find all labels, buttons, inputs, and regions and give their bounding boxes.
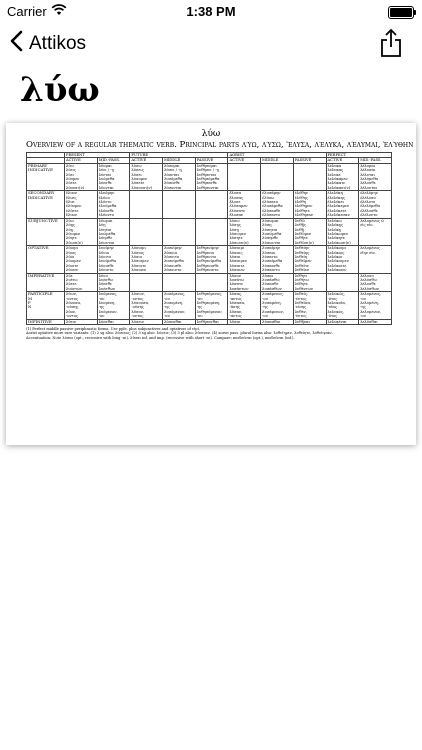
form-cell: ἔλυον ἔλυες ἔλυε ἐλύομεν ἐλύετε ἔλυον xyxy=(65,191,98,218)
group-header: AORIST xyxy=(228,153,326,158)
paradigm-row xyxy=(27,246,392,273)
share-button[interactable] xyxy=(380,28,402,63)
form-cell: λελυμένος ὦ εἰς etc. xyxy=(359,218,392,245)
form-cell: λελυμένος εἴην etc. xyxy=(359,246,392,273)
footnote: Accentuation: Note λύσαι (opt.; recessive with long -αι), λῦσαι inf. and imp. (recessive with short -αι). Compare: παιδεύσαι (opt.), παιδεῦσαι (inf.). xyxy=(26,335,295,340)
form-cell: λύεσθαι xyxy=(97,319,130,324)
carrier-label: Carrier xyxy=(7,4,47,19)
form-cell: λύσας, -αντος λύσασα, -άσης λῦσαν, -αντος xyxy=(228,292,261,319)
column-header: ACTIVE xyxy=(228,158,261,163)
form-cell xyxy=(163,273,196,292)
row-label: OPTATIVE xyxy=(27,246,65,273)
row-label: SUBJUNCTIVE xyxy=(27,218,65,245)
chevron-left-icon xyxy=(10,30,23,58)
column-header: PASSIVE xyxy=(195,158,228,163)
column-header: MIDDLE xyxy=(163,158,196,163)
form-cell: λυσάμενος, -ου λυσαμένη, -ης λυσάμενον, -ου xyxy=(261,292,294,319)
form-cell: λῦε λυέτω λύετε λυόντων xyxy=(65,273,98,292)
form-cell: λελυκώς, -ότος λελυκυῖα, -υίας λελυκός, -ότος xyxy=(326,292,359,319)
form-cell: λελύκω λελύκῃς λελύκῃ λελύκωμεν λελύκητε λελύκωσι(ν) xyxy=(326,218,359,245)
form-cell: λέλυκα λέλυκας λέλυκε λελύκαμεν λελύκατε λελύκασι(ν) xyxy=(326,163,359,190)
form-cell: λύσομαι λύσει / -ῃ λύσεται λυσόμεθα λύσεσθε λύσονται xyxy=(163,163,196,190)
form-cell: ἐλελύκη ἐλελύκης ἐλελύκει ἐλελύκεμεν ἐλελύκετε ἐλελύκεσαν xyxy=(326,191,359,218)
column-header: MIDDLE xyxy=(261,158,294,163)
form-cell: λύσοιμι λύσοις λύσοι λύσοιμεν λύσοιτε λύσοιεν xyxy=(130,246,163,273)
paradigm-row xyxy=(27,292,392,319)
form-cell: λύων, -οντος λύουσα, -ούσης λῦον, -οντος xyxy=(65,292,98,319)
form-cell: λύοιμι λύοις λύοι λύοιμεν λύοιτε λύοιεν xyxy=(65,246,98,273)
form-cell: λύομαι λύει / -ῃ λύεται λυόμεθα λύεσθε λύονται xyxy=(97,163,130,190)
form-cell: λυοίμην λύοιο λύοιτο λυοίμεθα λύοισθε λύοιντο xyxy=(97,246,130,273)
form-cell: λύειν xyxy=(65,319,98,324)
footnote: (1) Perfect middle passive periphrastic forms. Use pple. plus subjunctives and optatives of εἰμί. xyxy=(26,327,201,332)
share-icon xyxy=(380,45,402,62)
form-cell: λυθησοίμην λυθήσοιο λυθήσοιτο λυθησοίμεθα λυθήσοισθε λυθήσοιντο xyxy=(195,246,228,273)
paradigm-row xyxy=(27,273,392,292)
form-cell: λελυκέναι xyxy=(326,319,359,324)
column-header: ACTIVE xyxy=(65,158,98,163)
form-cell: λυθησόμενος, -ου λυθησομένη, -ης λυθησόμενον, -ου xyxy=(195,292,228,319)
column-header: ACTIVE xyxy=(130,158,163,163)
page-title: λύω xyxy=(20,70,100,110)
battery-icon xyxy=(388,6,414,19)
column-header: ACTIVE xyxy=(326,158,359,163)
form-cell: λυσόμενος, -ου λυσομένη, -ης λυσόμενον, -ου xyxy=(163,292,196,319)
form-cell xyxy=(130,273,163,292)
row-label: IMPERATIVE xyxy=(27,273,65,292)
form-cell: λύω λύῃς λύῃ λύωμεν λύητε λύωσι(ν) xyxy=(65,218,98,245)
form-cell xyxy=(130,191,163,218)
group-header: FUTURE xyxy=(130,153,228,158)
form-cell: λυθήσομαι λυθήσει / -ῃ λυθήσεται λυθησόμεθα λυθήσεσθε λυθήσονται xyxy=(195,163,228,190)
row-label: PRIMARY INDICATIVE xyxy=(27,163,65,190)
form-cell: ἐλύθην ἐλύθης ἐλύθη ἐλύθημεν ἐλύθητε ἐλύθησαν xyxy=(293,191,326,218)
form-cell: ἐλυόμην ἐλύου ἐλύετο ἐλυόμεθα ἐλύεσθε ἐλύοντο xyxy=(97,191,130,218)
paradigm-row xyxy=(27,191,392,218)
form-cell: ἐλυσάμην ἐλύσω ἐλύσατο ἐλυσάμεθα ἐλύσασθε ἐλύσαντο xyxy=(261,191,294,218)
column-header: MID.-PASS. xyxy=(97,158,130,163)
form-cell: λυσαίμην λύσαιο λύσαιτο λυσαίμεθα λύσαισθε λύσαιντο xyxy=(261,246,294,273)
form-cell xyxy=(326,273,359,292)
form-cell xyxy=(293,163,326,190)
row-label: PARTICIPLE M F N xyxy=(27,292,65,319)
form-cell: λύσω λύσεις λύσει λύσομεν λύσετε λύσουσι(ν) xyxy=(130,163,163,190)
footnotes xyxy=(26,327,392,340)
form-cell xyxy=(228,163,261,190)
form-cell: λύσαιμι λύσαις λύσαι λύσαιμεν λύσαιτε λύσαιεν xyxy=(228,246,261,273)
group-header: PERFECT xyxy=(326,153,392,158)
form-cell: λῦσον λυσάτω λύσατε λυσάντων xyxy=(228,273,261,292)
row-label: SECONDARY INDICATIVE xyxy=(27,191,65,218)
document-subtitle: Overview of a regular thematic verb. Principal parts λύω, λύσω, ἔλυσα, λέλυκα, λέλυμαι, ἐλύθην xyxy=(26,140,414,150)
form-cell: λυθῆναι xyxy=(293,319,326,324)
form-cell: λῦσαι λυσάσθω λύσασθε λυσάσθων xyxy=(261,273,294,292)
form-cell xyxy=(195,273,228,292)
form-cell xyxy=(195,218,228,245)
footnote: Aorist optative more rare variants: (1) 2 sg also: λύσειας; (2) 3 sg also: λύσειε; (3) 3 pl also: λύσειαν. (4) aorist pass. plural forms also: λυθείημεν, λυθείητε, λυθείησαν. xyxy=(26,331,333,336)
form-cell: λύσεσθαι xyxy=(163,319,196,324)
paradigm-row xyxy=(27,218,392,245)
form-cell: λελύκοιμι λελύκοις λελύκοι λελύκοιμεν λελύκοιτε λελύκοιεν xyxy=(326,246,359,273)
form-cell: λέλυσο λελύσθω λέλυσθε λελύσθων xyxy=(359,273,392,292)
form-cell: λέλυμαι λέλυσαι λέλυται λελύμεθα λέλυσθε λέλυνται xyxy=(359,163,392,190)
form-cell: λύσασθαι xyxy=(261,319,294,324)
document-heading: λύω xyxy=(201,129,221,139)
form-cell: λύου λυέσθω λύεσθε λυέσθων xyxy=(97,273,130,292)
form-cell: λυθείς, -έντος λυθεῖσα, -είσης λυθέν, -έντος xyxy=(293,292,326,319)
form-cell: λύθητι λυθήτω λύθητε λυθέντων xyxy=(293,273,326,292)
form-cell: λύω λύεις λύει λύομεν λύετε λύουσι(ν) xyxy=(65,163,98,190)
form-cell: ἐλελύμην ἐλέλυσο ἐλέλυτο ἐλελύμεθα ἐλέλυσθε ἐλέλυντο xyxy=(359,191,392,218)
form-cell: λῦσαι xyxy=(228,319,261,324)
form-cell xyxy=(195,191,228,218)
form-cell: λυθῶ λυθῇς λυθῇ λυθῶμεν λυθῆτε λυθῶσι(ν) xyxy=(293,218,326,245)
form-cell: λύσειν xyxy=(130,319,163,324)
form-cell: ἔλυσα ἔλυσας ἔλυσε ἐλύσαμεν ἐλύσατε ἔλυσαν xyxy=(228,191,261,218)
column-header: MID.-PASS. xyxy=(359,158,392,163)
clock: 1:38 PM xyxy=(186,4,236,19)
back-label: Attikos xyxy=(29,33,87,54)
row-label: INFINITIVE xyxy=(27,319,65,324)
form-cell: λυθείην λυθείης λυθείη λυθεῖμεν λυθεῖτε λυθεῖεν xyxy=(293,246,326,273)
navigation-bar xyxy=(0,22,422,66)
form-cell: λυσοίμην λύσοιο λύσοιτο λυσοίμεθα λύσοισθε λύσοιντο xyxy=(163,246,196,273)
form-cell xyxy=(163,218,196,245)
form-cell: λελύσθαι xyxy=(359,319,392,324)
form-cell: λυόμενος, -ου λυομένη, -ης λυόμενον, -ου xyxy=(97,292,130,319)
form-cell: λυθήσεσθαι xyxy=(195,319,228,324)
back-button[interactable] xyxy=(10,30,86,58)
group-header: PRESENT xyxy=(65,153,130,158)
paradigm-image xyxy=(6,123,416,445)
paradigm-row xyxy=(27,163,392,190)
form-cell: λύωμαι λύῃ λύηται λυώμεθα λύησθε λύωνται xyxy=(97,218,130,245)
form-cell xyxy=(261,163,294,190)
column-header: PASSIVE xyxy=(293,158,326,163)
status-bar xyxy=(0,0,422,22)
form-cell xyxy=(130,218,163,245)
form-cell: λύσων, -οντος λύσουσα, -ούσης λῦσον, -οντος xyxy=(130,292,163,319)
paradigm-table xyxy=(26,152,392,325)
form-cell xyxy=(163,191,196,218)
form-cell: λελυμένος, -ου λελυμένη, -ης λελυμένον, -ου xyxy=(359,292,392,319)
paradigm-row xyxy=(27,319,392,324)
form-cell: λύσωμαι λύσῃ λύσηται λυσώμεθα λύσησθε λύσωνται xyxy=(261,218,294,245)
form-cell: λύσω λύσῃς λύσῃ λύσωμεν λύσητε λύσωσι(ν) xyxy=(228,218,261,245)
